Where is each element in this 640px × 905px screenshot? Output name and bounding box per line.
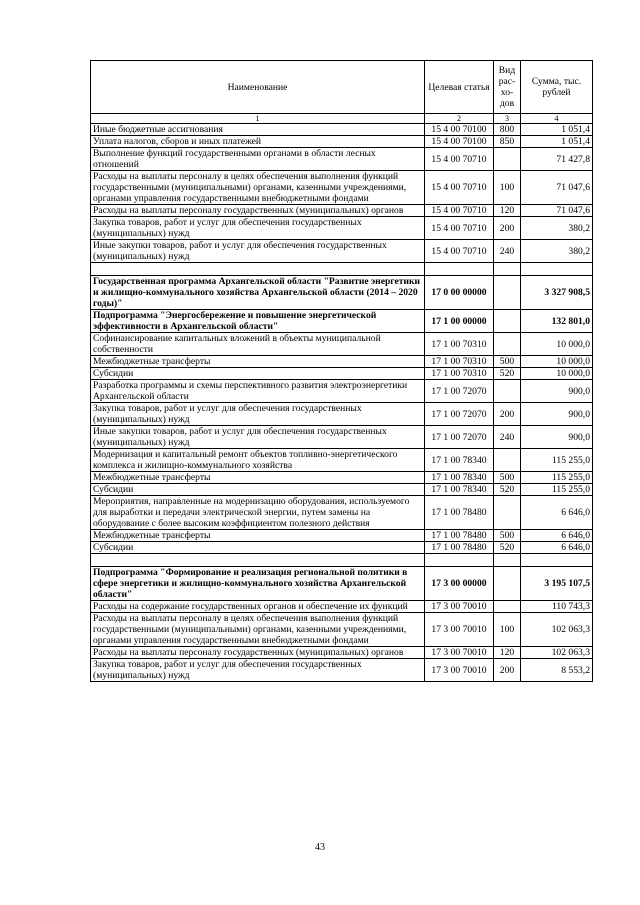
target-article-cell: 17 1 00 72070 xyxy=(425,403,494,426)
name-cell: Разработка программы и схемы перспективного развития электроэнергетики Архангельской области xyxy=(91,380,425,403)
target-article-cell: 17 1 00 78340 xyxy=(425,449,494,472)
table-row xyxy=(91,205,593,217)
table-row xyxy=(91,613,593,647)
sum-cell: 3 195 107,5 xyxy=(521,567,593,601)
sum-cell: 900,0 xyxy=(521,380,593,403)
name-cell: Субсидии xyxy=(91,484,425,496)
name-cell: Уплата налогов, сборов и иных платежей xyxy=(91,136,425,148)
header-name: Наименование xyxy=(91,61,425,114)
expense-type-cell xyxy=(494,449,521,472)
sum-cell: 10 000,0 xyxy=(521,368,593,380)
target-article-cell: 17 1 00 72070 xyxy=(425,426,494,449)
sum-cell: 900,0 xyxy=(521,403,593,426)
sum-cell: 380,2 xyxy=(521,217,593,240)
target-article-cell: 15 4 00 70100 xyxy=(425,136,494,148)
target-article-cell: 17 1 00 72070 xyxy=(425,380,494,403)
column-number: 3 xyxy=(494,114,521,124)
table-row xyxy=(91,380,593,403)
sum-cell: 115 255,0 xyxy=(521,472,593,484)
expense-type-cell xyxy=(494,310,521,333)
empty-cell xyxy=(91,554,425,567)
target-article-cell: 15 4 00 70100 xyxy=(425,124,494,136)
table-row xyxy=(91,276,593,310)
name-cell: Расходы на выплаты персоналу государственных (муниципальных) органов xyxy=(91,647,425,659)
target-article-cell: 17 3 00 70010 xyxy=(425,601,494,613)
sum-cell: 102 063,3 xyxy=(521,647,593,659)
table-row xyxy=(91,530,593,542)
name-cell: Софинансирование капитальных вложений в объекты муниципальной собственности xyxy=(91,333,425,356)
expense-type-cell: 100 xyxy=(494,171,521,205)
target-article-cell: 15 4 00 70710 xyxy=(425,148,494,171)
table-row xyxy=(91,449,593,472)
table-row xyxy=(91,601,593,613)
column-number-row xyxy=(91,114,593,124)
name-cell: Модернизация и капитальный ремонт объектов топливно-энергетического комплекса и жилищно-коммунального хозяйства xyxy=(91,449,425,472)
empty-cell xyxy=(521,263,593,276)
name-cell: Подпрограмма "Энергосбережение и повышение энергетической эффективности в Архангельской области" xyxy=(91,310,425,333)
expense-type-cell xyxy=(494,276,521,310)
name-cell: Закупка товаров, работ и услуг для обеспечения государственных (муниципальных) нужд xyxy=(91,217,425,240)
sum-cell: 115 255,0 xyxy=(521,449,593,472)
table-row xyxy=(91,567,593,601)
sum-cell: 71 427,8 xyxy=(521,148,593,171)
name-cell: Иные закупки товаров, работ и услуг для обеспечения государственных (муниципальных) нужд xyxy=(91,240,425,263)
expense-type-cell xyxy=(494,380,521,403)
table-row xyxy=(91,240,593,263)
target-article-cell: 15 4 00 70710 xyxy=(425,205,494,217)
expense-type-cell: 500 xyxy=(494,356,521,368)
name-cell: Расходы на содержание государственных органов и обеспечение их функций xyxy=(91,601,425,613)
expense-type-cell: 500 xyxy=(494,530,521,542)
table-body xyxy=(91,124,593,682)
target-article-cell: 17 1 00 78480 xyxy=(425,496,494,530)
expense-type-cell: 200 xyxy=(494,659,521,682)
name-cell: Подпрограмма "Формирование и реализация региональной политики в сфере энергетики и жилищно-коммунального хозяйства Архангельской области" xyxy=(91,567,425,601)
sum-cell: 1 051,4 xyxy=(521,124,593,136)
sum-cell: 71 047,6 xyxy=(521,205,593,217)
name-cell: Иные бюджетные ассигнования xyxy=(91,124,425,136)
sum-cell: 115 255,0 xyxy=(521,484,593,496)
table-row xyxy=(91,217,593,240)
column-number: 4 xyxy=(521,114,593,124)
name-cell: Расходы на выплаты персоналу государственных (муниципальных) органов xyxy=(91,205,425,217)
budget-table xyxy=(90,60,593,682)
page-number: 43 xyxy=(315,842,325,853)
table-row xyxy=(91,659,593,682)
sum-cell: 8 553,2 xyxy=(521,659,593,682)
target-article-cell: 17 1 00 78340 xyxy=(425,484,494,496)
table-row xyxy=(91,136,593,148)
name-cell: Межбюджетные трансферты xyxy=(91,356,425,368)
name-cell: Межбюджетные трансферты xyxy=(91,530,425,542)
header-expense-type: Вид рас-хо-дов xyxy=(494,61,521,114)
name-cell: Иные закупки товаров, работ и услуг для обеспечения государственных (муниципальных) нужд xyxy=(91,426,425,449)
table-row xyxy=(91,542,593,554)
empty-cell xyxy=(425,263,494,276)
sum-cell: 102 063,3 xyxy=(521,613,593,647)
header-target-article: Целевая статья xyxy=(425,61,494,114)
expense-type-cell: 520 xyxy=(494,484,521,496)
sum-cell: 71 047,6 xyxy=(521,171,593,205)
expense-type-cell: 120 xyxy=(494,647,521,659)
expense-type-cell xyxy=(494,567,521,601)
sum-cell: 10 000,0 xyxy=(521,333,593,356)
target-article-cell: 17 3 00 70010 xyxy=(425,659,494,682)
empty-cell xyxy=(494,263,521,276)
table-row xyxy=(91,310,593,333)
column-number: 1 xyxy=(91,114,425,124)
sum-cell: 6 646,0 xyxy=(521,530,593,542)
expense-type-cell: 200 xyxy=(494,403,521,426)
target-article-cell: 17 1 00 70310 xyxy=(425,333,494,356)
name-cell: Мероприятия, направленные на модернизацию оборудования, используемого для выработки и передачи электрической энергии, путем замены на оборудование с более высоким коэффициентом полезного действия xyxy=(91,496,425,530)
expense-type-cell: 100 xyxy=(494,613,521,647)
table-row xyxy=(91,333,593,356)
target-article-cell: 17 0 00 00000 xyxy=(425,276,494,310)
target-article-cell: 17 3 00 70010 xyxy=(425,613,494,647)
table-row xyxy=(91,496,593,530)
column-number: 2 xyxy=(425,114,494,124)
target-article-cell: 15 4 00 70710 xyxy=(425,217,494,240)
expense-type-cell: 200 xyxy=(494,217,521,240)
name-cell: Расходы на выплаты персоналу в целях обеспечения выполнения функций государственными (муниципальными) органами, казенными учреждениями, органами управления государственными внебюджетными фондами xyxy=(91,171,425,205)
empty-cell xyxy=(494,554,521,567)
empty-cell xyxy=(521,554,593,567)
name-cell: Межбюджетные трансферты xyxy=(91,472,425,484)
table-row xyxy=(91,148,593,171)
expense-type-cell: 850 xyxy=(494,136,521,148)
expense-type-cell: 240 xyxy=(494,240,521,263)
table-row xyxy=(91,368,593,380)
sum-cell: 132 801,0 xyxy=(521,310,593,333)
target-article-cell: 17 1 00 70310 xyxy=(425,356,494,368)
expense-type-cell: 800 xyxy=(494,124,521,136)
table-row xyxy=(91,124,593,136)
expense-type-cell xyxy=(494,496,521,530)
empty-cell xyxy=(91,263,425,276)
table-row xyxy=(91,647,593,659)
header-sum: Сумма, тыс. рублей xyxy=(521,61,593,114)
sum-cell: 6 646,0 xyxy=(521,542,593,554)
expense-type-cell: 500 xyxy=(494,472,521,484)
table-row xyxy=(91,484,593,496)
target-article-cell: 17 1 00 00000 xyxy=(425,310,494,333)
table-row xyxy=(91,403,593,426)
table-row xyxy=(91,171,593,205)
spacer-row xyxy=(91,554,593,567)
sum-cell: 900,0 xyxy=(521,426,593,449)
sum-cell: 110 743,3 xyxy=(521,601,593,613)
table-row xyxy=(91,356,593,368)
target-article-cell: 17 1 00 78480 xyxy=(425,530,494,542)
target-article-cell: 17 1 00 70310 xyxy=(425,368,494,380)
sum-cell: 1 051,4 xyxy=(521,136,593,148)
sum-cell: 6 646,0 xyxy=(521,496,593,530)
target-article-cell: 17 3 00 70010 xyxy=(425,647,494,659)
target-article-cell: 15 4 00 70710 xyxy=(425,171,494,205)
name-cell: Выполнение функций государственными органами в области лесных отношений xyxy=(91,148,425,171)
sum-cell: 10 000,0 xyxy=(521,356,593,368)
name-cell: Закупка товаров, работ и услуг для обеспечения государственных (муниципальных) нужд xyxy=(91,403,425,426)
name-cell: Расходы на выплаты персоналу в целях обеспечения выполнения функций государственными (муниципальными) органами, казенными учреждениями, органами управления государственными внебюджетными фондами xyxy=(91,613,425,647)
target-article-cell: 17 1 00 78480 xyxy=(425,542,494,554)
empty-cell xyxy=(425,554,494,567)
expense-type-cell: 520 xyxy=(494,368,521,380)
sum-cell: 380,2 xyxy=(521,240,593,263)
name-cell: Государственная программа Архангельской области "Развитие энергетики и жилищно-коммунального хозяйства Архангельской области (2014 – 2020 годы)" xyxy=(91,276,425,310)
expense-type-cell: 240 xyxy=(494,426,521,449)
name-cell: Субсидии xyxy=(91,368,425,380)
spacer-row xyxy=(91,263,593,276)
target-article-cell: 15 4 00 70710 xyxy=(425,240,494,263)
table-row xyxy=(91,472,593,484)
expense-type-cell: 520 xyxy=(494,542,521,554)
target-article-cell: 17 3 00 00000 xyxy=(425,567,494,601)
table-header-row xyxy=(91,61,593,114)
sum-cell: 3 327 908,5 xyxy=(521,276,593,310)
expense-type-cell xyxy=(494,148,521,171)
name-cell: Субсидии xyxy=(91,542,425,554)
expense-type-cell xyxy=(494,333,521,356)
target-article-cell: 17 1 00 78340 xyxy=(425,472,494,484)
table-row xyxy=(91,426,593,449)
expense-type-cell xyxy=(494,601,521,613)
name-cell: Закупка товаров, работ и услуг для обеспечения государственных (муниципальных) нужд xyxy=(91,659,425,682)
expense-type-cell: 120 xyxy=(494,205,521,217)
